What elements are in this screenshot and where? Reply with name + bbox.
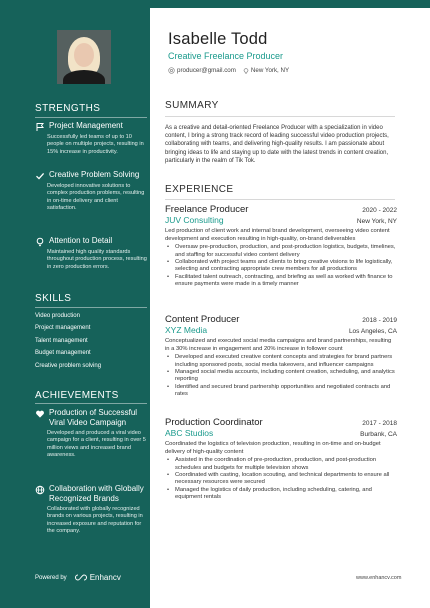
strength-title: Attention to Detail	[49, 236, 113, 245]
job-bullets	[165, 244, 397, 288]
location-pin-icon	[243, 67, 249, 74]
job-bullet: • Oversaw pre-production, production, and post-production logistics, budgets, timelines, and staffing for successful video content delivery	[165, 244, 397, 259]
job-dates: 2017 - 2018	[362, 420, 397, 427]
job-bullet: • Developed and executed creative content concepts and strategies for brand partners including sponsored posts, social media takeovers, and influencer campaigns	[165, 354, 397, 369]
job-entry	[165, 204, 397, 289]
flag-icon	[35, 122, 45, 132]
job-bullet: • Identified and secured brand partnership opportunities and negotiated contracts and rates	[165, 384, 397, 399]
strengths-divider	[35, 117, 147, 118]
job-bullet: • Coordinated with casting, location scouting, and technical departments to ensure all necessary resources were secured	[165, 472, 397, 487]
job-role: Content Producer	[165, 314, 240, 325]
email-text: producer@gmail.com	[177, 67, 236, 74]
summary-text: As a creative and detail-oriented Freelance Producer with a specialization in video content, I bring a strong track record of leading successful video production projects, collaborating with teams, and delivering high-quality results. I am passionate about bringing ideas to life and staying up to date with the latest trends in content creation, particularly in the realm of Tik Tok.	[165, 125, 389, 164]
job-bullets	[165, 457, 397, 501]
job-intro: Conceptualized and executed social media campaigns and brand partnerships, resulting in a 30% increase in engagement and 20% increase in follower count	[165, 338, 392, 352]
skill-item: Video production	[35, 313, 80, 319]
location-text: New York, NY	[250, 67, 290, 74]
job-intro: Coordinated the logistics of television production, resulting in on-time and on-budget delivery of high-quality content	[165, 441, 381, 455]
achievement-description: Collaborated with globally recognized brands on various projects, resulting in increased exposure and reputation for the company.	[47, 506, 143, 535]
job-role: Production Coordinator	[165, 417, 263, 428]
globe-icon	[35, 485, 45, 495]
job-bullet: • Assisted in the coordination of pre-production, production, and post-production schedules and budgets for multiple television shows	[165, 457, 397, 472]
job-dates: 2020 - 2022	[362, 207, 397, 214]
summary-divider	[165, 116, 395, 117]
job-dates: 2018 - 2019	[362, 317, 397, 324]
achievement-title: Production of Successful Viral Video Campaign	[49, 408, 138, 427]
job-entry	[165, 417, 397, 502]
achievement-item	[35, 484, 147, 536]
check-icon	[35, 171, 45, 181]
enhancv-logo	[75, 573, 121, 582]
achievements-heading: ACHIEVEMENTS	[35, 390, 119, 401]
website-link[interactable]: www.enhancv.com	[356, 575, 402, 581]
skills-divider	[35, 307, 147, 308]
job-location: New York, NY	[356, 218, 397, 225]
skills-heading: SKILLS	[35, 293, 72, 304]
skill-item: Talent management	[35, 338, 88, 344]
achievements-divider	[35, 403, 147, 404]
experience-divider	[165, 199, 395, 200]
achievement-title: Collaboration with Globally Recognized Brands	[49, 484, 144, 503]
heart-icon	[35, 409, 45, 419]
job-bullet: • Managed the logistics of daily production, including scheduling, catering, and equipment rentals	[165, 487, 397, 502]
at-icon	[168, 67, 175, 74]
job-bullets	[165, 354, 397, 398]
location-contact	[243, 67, 289, 74]
strength-description: Successfully led teams of up to 10 people on multiple projects, resulting in 15% increase in productivity.	[47, 134, 144, 155]
candidate-title: Creative Freelance Producer	[168, 51, 284, 61]
experience-heading: EXPERIENCE	[165, 184, 234, 195]
enhancv-logo-icon	[75, 574, 87, 581]
job-company: XYZ Media	[165, 325, 208, 335]
email-contact[interactable]	[168, 67, 236, 74]
summary-heading: SUMMARY	[165, 100, 219, 111]
job-entry	[165, 314, 397, 399]
job-location: Los Angeles, CA	[348, 328, 397, 335]
job-intro: Led production of client work and internal brand development, overseeing video content development and execution resulting in high-quality, on-brand deliverables	[165, 228, 390, 242]
job-bullet: • Facilitated talent outreach, contracting, and briefing as well as worked with finance to ensure payments were made in a timely manner	[165, 274, 397, 289]
strength-title: Creative Problem Solving	[49, 170, 140, 179]
strength-item	[35, 236, 147, 271]
job-location: Burbank, CA	[360, 431, 397, 438]
strength-description: Developed innovative solutions to complex production problems, resulting in on-time delivery and client satisfaction.	[47, 183, 145, 212]
job-role: Freelance Producer	[165, 204, 249, 215]
enhancv-brand: Enhancv	[89, 573, 121, 582]
profile-photo	[57, 30, 111, 84]
skill-item: Budget management	[35, 350, 91, 356]
powered-by-label: Powered by	[35, 574, 67, 581]
job-company: JUV Consulting	[165, 215, 224, 225]
job-bullet: • Managed social media accounts, including content creation, scheduling, and analytics reporting	[165, 369, 397, 384]
job-company: ABC Studios	[165, 428, 214, 438]
strength-description: Maintained high quality standards throughout production process, resulting in zero production errors.	[47, 249, 147, 270]
achievement-item	[35, 408, 147, 460]
skill-item: Project management	[35, 325, 91, 331]
skill-item: Creative problem solving	[35, 363, 102, 369]
strength-item	[35, 170, 147, 213]
powered-by-footer	[35, 573, 121, 582]
strength-item	[35, 121, 147, 156]
sidebar	[0, 0, 150, 608]
achievement-description: Developed and produced a viral video campaign for a client, resulting in over 5 million views and increased brand awareness.	[47, 430, 146, 459]
job-bullet: • Collaborated with project teams and clients to bring creative visions to life logistically, selecting and contracting appropriate crew members for all productions	[165, 259, 397, 274]
contact-row	[168, 67, 289, 74]
strength-title: Project Management	[49, 121, 123, 130]
lightbulb-icon	[35, 237, 45, 247]
strengths-heading: STRENGTHS	[35, 103, 101, 114]
candidate-name: Isabelle Todd	[168, 30, 268, 48]
